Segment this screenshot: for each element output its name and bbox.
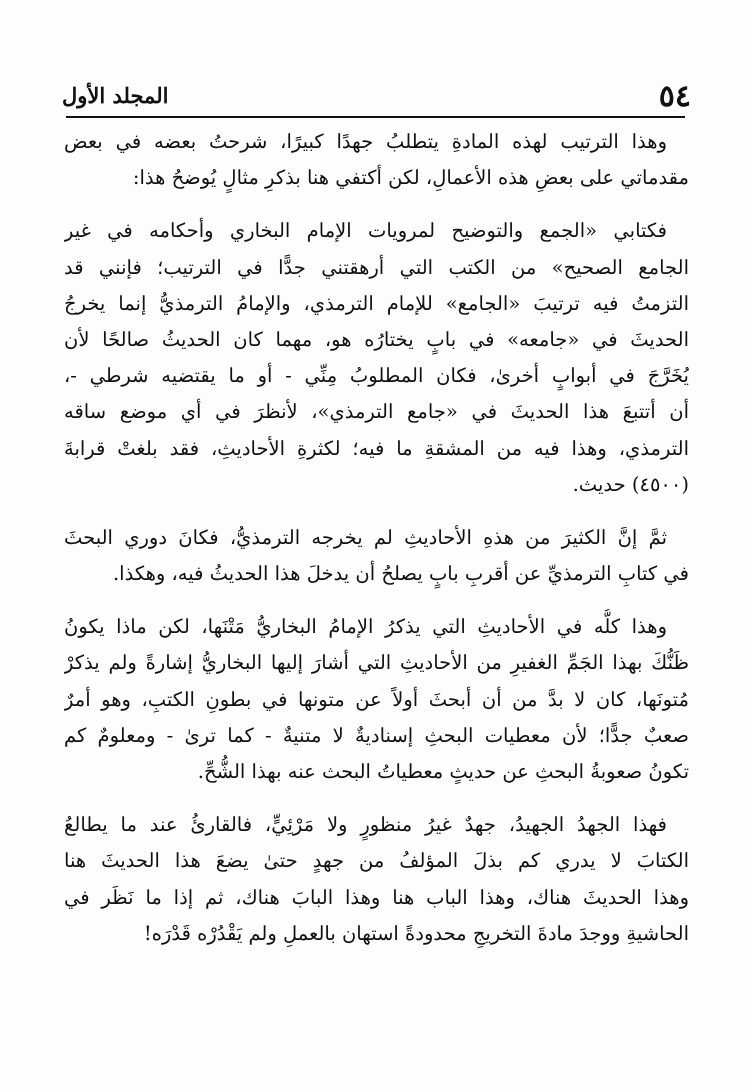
paragraph-4: [64, 609, 689, 790]
text-line: وهذا كلُّه في الأحاديثِ التي يذكرُ الإمامُ البخاريُّ مَتْنَها، لكن ماذا يكونُ: [64, 615, 667, 639]
paragraph-2: [64, 213, 689, 503]
header-divider: [66, 116, 685, 118]
text-line: الجامع الصحيح» من الكتب التي أرهقتني جدًّا في الترتيب؛ فإنني قد: [64, 255, 689, 279]
text-line: صعبٌ جدًّا؛ لأن معطيات البحثِ إسناديةٌ لا متنيةٌ - كما ترىٰ - ومعلومٌ كم: [64, 723, 689, 747]
paragraph-3: [64, 520, 689, 592]
text-line: فكتابي «الجمع والتوضيح لمرويات الإمام البخاري وأحكامه في غير: [64, 219, 667, 243]
text-line: مقدماتي على بعضِ هذه الأعمالِ، لكن أكتفي هنا بذكرِ مثالٍ يُوضحُ هذا:: [132, 166, 689, 190]
text-line: وهذا الترتيب لهذه المادةِ يتطلبُ جهدًا كبيرًا، شرحتُ بعضه في بعض: [64, 130, 667, 153]
page-number: ٥٤: [658, 79, 691, 114]
text-line: فهذا الجهدُ الجهيدُ، جهدٌ غيرُ منظورٍ ولا مَرْئِيٍّ، فالقارئُ عند ما يطالعُ: [64, 813, 667, 837]
text-line: مُتونَها، كان لا بدَّ من أن أبحثَ أولاً عن متونها في بطونِ الكتبِ، وهو أمرٌ: [64, 687, 689, 711]
text-line: (٤٥٠٠) حديث.: [572, 472, 689, 496]
text-line: ثمَّ إنَّ الكثيرَ من هذهِ الأحاديثِ لم يخرجه الترمذيُّ، فكانَ دوري البحثَ: [64, 525, 667, 549]
text-line: تكونُ صعوبةُ البحثِ عن حديثٍ معطياتُ البحث عنه بهذا الشُّحِّ.: [197, 760, 689, 783]
text-line: يُخَرَّجَ في أبوابٍ أخرىٰ، فكان المطلوبُ مِنِّي - أو ما يقتضيه شرطي -،: [64, 364, 689, 388]
text-line: الحديثَ في «جامعه» في بابٍ يختارُه هو، مهما كان الحديثُ صالحًا لأن: [64, 327, 689, 351]
volume-title: المجلد الأول: [62, 83, 169, 108]
text-line: الحاشيةِ ووجدَ مادةَ التخريجِ محدودةً استهان بالعملِ ولم يَقْدُرْه قَدْرَه!: [143, 921, 689, 945]
text-line: وهذا الحديثَ هناك، وهذا الباب هنا وهذا البابَ هناك، ثم إذا ما نَظَر في: [64, 885, 689, 909]
text-line: التزمتُ فيه ترتيبَ «الجامع» للإمام الترمذي، والإمامُ الترمذيُّ إنما يخرجُ: [64, 291, 689, 315]
text-line: ظَنُّكَ بهذا الجَمِّ الغفيرِ من الأحاديثِ التي أشارَ إليها البخاريُّ إشارةً ولم يذكرْ: [64, 651, 689, 675]
paragraph-5: [64, 807, 689, 952]
text-line: الكتابَ لا يدري كم بذلَ المؤلفُ من جهدٍ حتىٰ يضعَ هذا الحديثَ هنا: [64, 849, 689, 873]
text-line: الترمذي، وهذا فيه من المشقةِ ما فيه؛ لكثرةِ الأحاديثِ، فقد بلغتْ قرابةَ: [64, 436, 689, 460]
page-header: [62, 60, 691, 116]
page-body: [64, 124, 689, 969]
text-line: أن أتتبعَ هذا الحديثَ في «جامع الترمذي»، لأنظرَ في أي موضع ساقه: [64, 400, 689, 424]
text-line: في كتابِ الترمذيِّ عن أقربِ بابٍ يصلحُ أن يدخلَ هذا الحديثُ فيه، وهكذا.: [112, 562, 689, 586]
paragraph-1: [64, 124, 689, 196]
